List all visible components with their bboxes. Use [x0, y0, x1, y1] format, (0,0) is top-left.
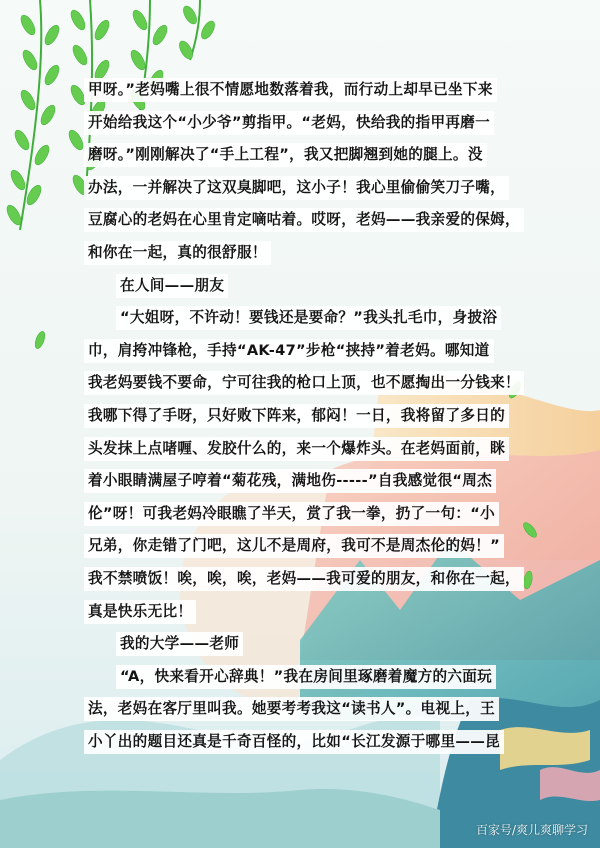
text-line: 磨呀。”刚刚解决了“手上工程”，我又把脚翘到她的腿上。没	[84, 143, 487, 167]
text-line: “A，快来看开心辞典！”我在房间里琢磨着魔方的六面玩	[116, 665, 496, 689]
text-line: “大姐呀，不许动！要钱还是要命？”我头扎毛巾，身披浴	[116, 306, 501, 330]
text-line: 伦”呀！可我老妈冷眼瞧了半天，赏了我一拳，扔了一句：“小	[84, 502, 499, 526]
text-line: 我老妈要钱不要命，宁可往我的枪口上顶，也不愿掏出一分钱来！	[84, 371, 524, 395]
article-body	[84, 70, 520, 754]
watermark: 百家号/爽儿爽聊学习	[475, 823, 588, 837]
text-line: 我哪下得了手呀，只好败下阵来，郁闷！一日，我将留了多日的	[84, 404, 509, 428]
text-line: 巾，肩挎冲锋枪，手持“AK-47”步枪“挟持”着老妈。哪知道	[84, 339, 494, 363]
text-line: 小丫出的题目还真是千奇百怪的，比如“长江发源于哪里——昆	[84, 730, 504, 754]
section-heading-teacher: 我的大学——老师	[116, 632, 243, 656]
text-line: 办法，一并解决了这双臭脚吧，这小子！我心里偷偷笑刀子嘴，	[84, 176, 509, 200]
text-line: 兄弟，你走错了门吧，这儿不是周府，我可不是周杰伦的妈！”	[84, 534, 504, 558]
text-line: 真是快乐无比！	[84, 600, 196, 624]
section-heading-friend: 在人间——朋友	[116, 274, 228, 298]
text-line: 和你在一起，真的很舒服！	[84, 241, 271, 265]
text-line: 甲呀。”老妈嘴上很不情愿地数落着我，而行动上却早已坐下来	[84, 78, 497, 102]
text-line: 我不禁喷饭！唉，唉，唉，老妈——我可爱的朋友，和你在一起，	[84, 567, 524, 591]
foreground-hill	[0, 789, 440, 848]
text-line: 开始给我这个“小少爷”剪指甲。“老妈，快给我的指甲再磨一	[84, 111, 494, 135]
text-line: 豆腐心的老妈在心里肯定嘀咕着。哎呀，老妈——我亲爱的保姆，	[84, 208, 524, 232]
text-line: 头发抹上点啫喱、发胶什么的，来一个爆炸头。在老妈面前，眯	[84, 437, 509, 461]
text-line: 着小眼睛满屋子哼着“菊花残，满地伤-----”自我感觉很“周杰	[84, 469, 496, 493]
text-line: 法，老妈在客厅里叫我。她要考考我这“读书人”。电视上，王	[84, 697, 499, 721]
